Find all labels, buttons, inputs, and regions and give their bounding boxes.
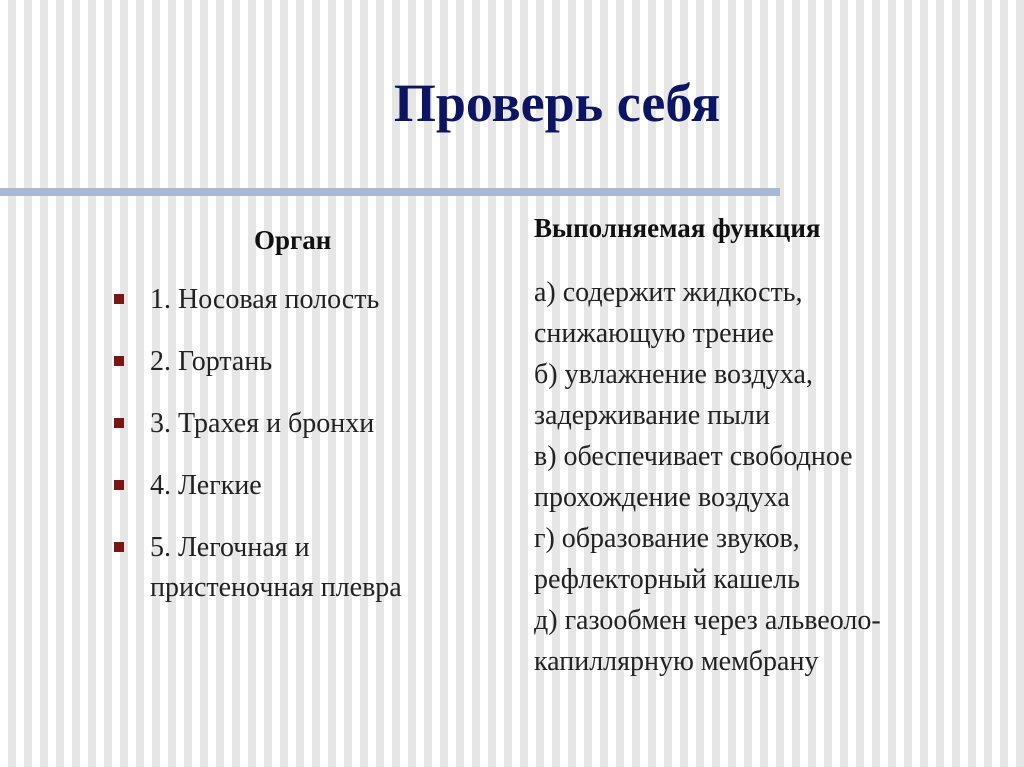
function-line: д) газообмен через альвеоло- xyxy=(534,605,881,636)
function-list xyxy=(534,272,1014,682)
function-line: капиллярную мембрану xyxy=(534,646,819,677)
organ-item-line: 4. Легкие xyxy=(150,470,262,501)
function-line: задерживание пыли xyxy=(534,400,770,431)
organ-item-line: 2. Гортань xyxy=(150,346,273,377)
square-bullet-icon xyxy=(114,418,124,428)
square-bullet-icon xyxy=(114,542,124,552)
title-divider xyxy=(0,188,780,196)
square-bullet-icon xyxy=(114,356,124,366)
organ-item-line: 5. Легочная и xyxy=(150,532,310,563)
square-bullet-icon xyxy=(114,294,124,304)
list-item xyxy=(112,342,492,382)
list-item xyxy=(112,280,492,320)
slide-title: Проверь себя xyxy=(393,73,721,134)
function-line: в) обеспечивает свободное xyxy=(534,441,853,472)
organ-list xyxy=(112,280,492,630)
square-bullet-icon xyxy=(114,480,124,490)
function-line: г) образование звуков, xyxy=(534,523,800,554)
list-item xyxy=(112,466,492,506)
function-line: б) увлажнение воздуха, xyxy=(534,359,813,390)
function-line: а) содержит жидкость, xyxy=(534,277,803,308)
organ-item-line: 3. Трахея и бронхи xyxy=(150,408,375,439)
function-line: прохождение воздуха xyxy=(534,482,790,513)
organ-item-line: пристеночная плевра xyxy=(150,572,402,603)
function-line: рефлекторный кашель xyxy=(534,564,800,595)
organ-column-heading: Орган xyxy=(254,225,332,255)
organ-item-line: 1. Носовая полость xyxy=(150,284,380,315)
function-column-heading: Выполняемая функция xyxy=(534,213,821,243)
list-item xyxy=(112,528,492,608)
function-line: снижающую трение xyxy=(534,318,774,349)
list-item xyxy=(112,404,492,444)
